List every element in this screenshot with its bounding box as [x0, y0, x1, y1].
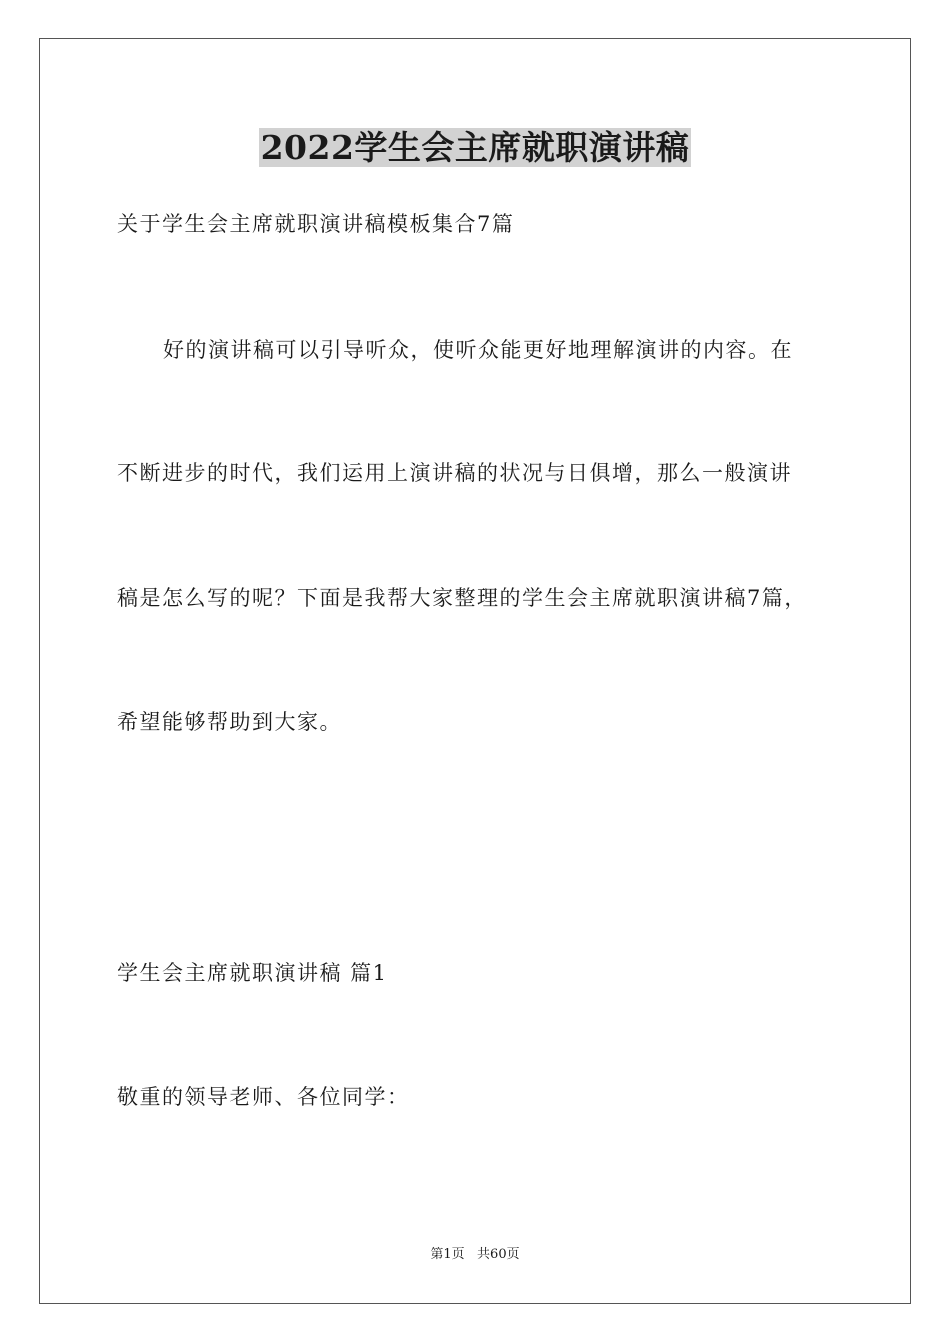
intro-line-2: 不断进步的时代，我们运用上演讲稿的状况与日俱增，那么一般演讲 — [117, 461, 792, 485]
document-title — [0, 126, 950, 170]
intro-line-3: 稿是怎么写的呢？下面是我帮大家整理的学生会主席就职演讲稿7篇， — [117, 586, 807, 610]
page-footer: 第1页 共60页 — [430, 1247, 520, 1262]
section-heading: 学生会主席就职演讲稿 篇1 — [117, 961, 388, 985]
document-subtitle: 关于学生会主席就职演讲稿模板集合7篇 — [117, 212, 515, 236]
intro-line-4: 希望能够帮助到大家。 — [117, 710, 342, 734]
document-title-text: 2022学生会主席就职演讲稿 — [260, 128, 690, 167]
salutation: 敬重的领导老师、各位同学： — [117, 1085, 410, 1109]
intro-line-1: 好的演讲稿可以引导听众，使听众能更好地理解演讲的内容。在 — [163, 338, 793, 362]
